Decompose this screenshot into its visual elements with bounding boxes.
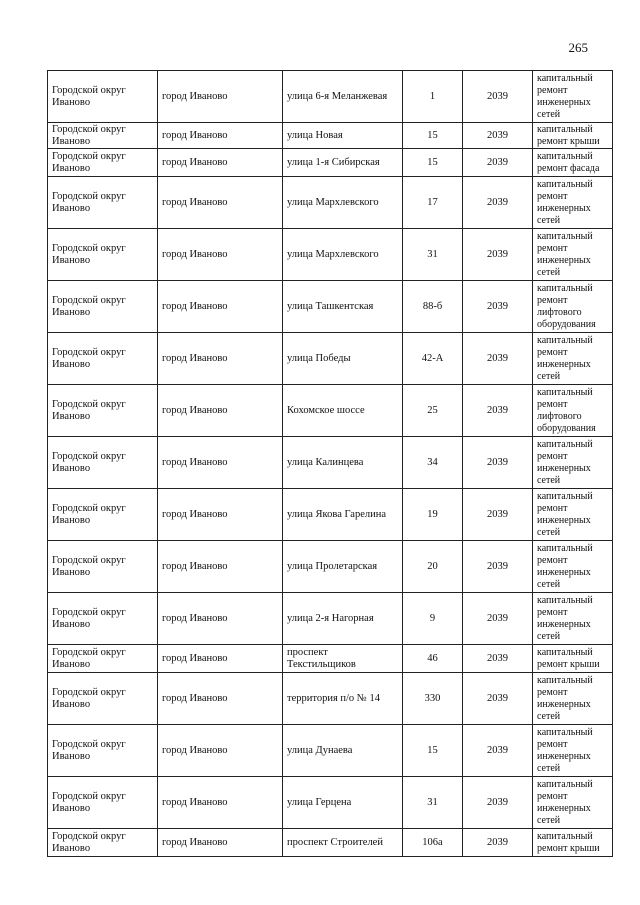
year-cell: 2039 xyxy=(463,645,533,673)
table-row xyxy=(48,385,613,437)
district-cell: Городской округ Иваново xyxy=(48,673,158,725)
table-row xyxy=(48,437,613,489)
city-cell: город Иваново xyxy=(158,673,283,725)
house-number-cell: 31 xyxy=(403,777,463,829)
house-number-cell: 9 xyxy=(403,593,463,645)
city-cell: город Иваново xyxy=(158,593,283,645)
work-type-cell: капитальный ремонт инженерных сетей xyxy=(533,437,613,489)
city-cell: город Иваново xyxy=(158,229,283,281)
house-number-cell: 46 xyxy=(403,645,463,673)
city-cell: город Иваново xyxy=(158,71,283,123)
year-cell: 2039 xyxy=(463,725,533,777)
city-cell: город Иваново xyxy=(158,645,283,673)
city-cell: город Иваново xyxy=(158,385,283,437)
district-cell: Городской округ Иваново xyxy=(48,777,158,829)
district-cell: Городской округ Иваново xyxy=(48,541,158,593)
street-cell: улица Новая xyxy=(283,123,403,149)
house-number-cell: 106а xyxy=(403,829,463,857)
table-row xyxy=(48,725,613,777)
table-row xyxy=(48,829,613,857)
work-type-cell: капитальный ремонт крыши xyxy=(533,123,613,149)
year-cell: 2039 xyxy=(463,541,533,593)
district-cell: Городской округ Иваново xyxy=(48,829,158,857)
city-cell: город Иваново xyxy=(158,437,283,489)
district-cell: Городской округ Иваново xyxy=(48,229,158,281)
year-cell: 2039 xyxy=(463,489,533,541)
work-type-cell: капитальный ремонт инженерных сетей xyxy=(533,541,613,593)
house-number-cell: 19 xyxy=(403,489,463,541)
street-cell: улица 1-я Сибирская xyxy=(283,149,403,177)
table-row xyxy=(48,673,613,725)
year-cell: 2039 xyxy=(463,437,533,489)
district-cell: Городской округ Иваново xyxy=(48,123,158,149)
table-row xyxy=(48,281,613,333)
table-row xyxy=(48,489,613,541)
page-number: 265 xyxy=(568,40,588,55)
work-type-cell: капитальный ремонт лифтового оборудования xyxy=(533,385,613,437)
work-type-cell: капитальный ремонт крыши xyxy=(533,829,613,857)
work-type-cell: капитальный ремонт инженерных сетей xyxy=(533,489,613,541)
district-cell: Городской округ Иваново xyxy=(48,333,158,385)
street-cell: улица Мархлевского xyxy=(283,229,403,281)
table-row xyxy=(48,149,613,177)
street-cell: улица 6-я Меланжевая xyxy=(283,71,403,123)
street-cell: улица Ташкентская xyxy=(283,281,403,333)
work-type-cell: капитальный ремонт инженерных сетей xyxy=(533,229,613,281)
city-cell: город Иваново xyxy=(158,829,283,857)
street-cell: улица Якова Гарелина xyxy=(283,489,403,541)
district-cell: Городской округ Иваново xyxy=(48,71,158,123)
work-type-cell: капитальный ремонт инженерных сетей xyxy=(533,777,613,829)
year-cell: 2039 xyxy=(463,385,533,437)
table-row xyxy=(48,229,613,281)
house-number-cell: 42-А xyxy=(403,333,463,385)
work-type-cell: капитальный ремонт лифтового оборудования xyxy=(533,281,613,333)
year-cell: 2039 xyxy=(463,333,533,385)
street-cell: проспект Текстильщиков xyxy=(283,645,403,673)
street-cell: улица Герцена xyxy=(283,777,403,829)
work-type-cell: капитальный ремонт крыши xyxy=(533,645,613,673)
year-cell: 2039 xyxy=(463,281,533,333)
street-cell: улица 2-я Нагорная xyxy=(283,593,403,645)
district-cell: Городской округ Иваново xyxy=(48,149,158,177)
city-cell: город Иваново xyxy=(158,281,283,333)
house-number-cell: 15 xyxy=(403,149,463,177)
year-cell: 2039 xyxy=(463,593,533,645)
house-number-cell: 17 xyxy=(403,177,463,229)
work-type-cell: капитальный ремонт инженерных сетей xyxy=(533,333,613,385)
city-cell: город Иваново xyxy=(158,725,283,777)
house-number-cell: 20 xyxy=(403,541,463,593)
district-cell: Городской округ Иваново xyxy=(48,281,158,333)
house-number-cell: 25 xyxy=(403,385,463,437)
table-row xyxy=(48,645,613,673)
work-type-cell: капитальный ремонт инженерных сетей xyxy=(533,71,613,123)
district-cell: Городской округ Иваново xyxy=(48,489,158,541)
table-row xyxy=(48,777,613,829)
table-row xyxy=(48,593,613,645)
street-cell: территория п/о № 14 xyxy=(283,673,403,725)
district-cell: Городской округ Иваново xyxy=(48,725,158,777)
house-number-cell: 88-б xyxy=(403,281,463,333)
table-row xyxy=(48,177,613,229)
year-cell: 2039 xyxy=(463,229,533,281)
year-cell: 2039 xyxy=(463,829,533,857)
work-type-cell: капитальный ремонт фасада xyxy=(533,149,613,177)
table-row xyxy=(48,123,613,149)
table-row xyxy=(48,541,613,593)
district-cell: Городской округ Иваново xyxy=(48,593,158,645)
house-number-cell: 15 xyxy=(403,725,463,777)
year-cell: 2039 xyxy=(463,777,533,829)
street-cell: проспект Строителей xyxy=(283,829,403,857)
house-number-cell: 1 xyxy=(403,71,463,123)
repair-schedule-table xyxy=(47,70,613,857)
year-cell: 2039 xyxy=(463,123,533,149)
city-cell: город Иваново xyxy=(158,333,283,385)
street-cell: Кохомское шоссе xyxy=(283,385,403,437)
street-cell: улица Пролетарская xyxy=(283,541,403,593)
table-row xyxy=(48,333,613,385)
work-type-cell: капитальный ремонт инженерных сетей xyxy=(533,593,613,645)
work-type-cell: капитальный ремонт инженерных сетей xyxy=(533,177,613,229)
city-cell: город Иваново xyxy=(158,177,283,229)
house-number-cell: 31 xyxy=(403,229,463,281)
year-cell: 2039 xyxy=(463,71,533,123)
district-cell: Городской округ Иваново xyxy=(48,177,158,229)
year-cell: 2039 xyxy=(463,673,533,725)
house-number-cell: 330 xyxy=(403,673,463,725)
city-cell: город Иваново xyxy=(158,149,283,177)
work-type-cell: капитальный ремонт инженерных сетей xyxy=(533,673,613,725)
city-cell: город Иваново xyxy=(158,123,283,149)
street-cell: улица Калинцева xyxy=(283,437,403,489)
work-type-cell: капитальный ремонт инженерных сетей xyxy=(533,725,613,777)
street-cell: улица Мархлевского xyxy=(283,177,403,229)
district-cell: Городской округ Иваново xyxy=(48,385,158,437)
city-cell: город Иваново xyxy=(158,489,283,541)
house-number-cell: 15 xyxy=(403,123,463,149)
year-cell: 2039 xyxy=(463,177,533,229)
street-cell: улица Победы xyxy=(283,333,403,385)
year-cell: 2039 xyxy=(463,149,533,177)
table-row xyxy=(48,71,613,123)
street-cell: улица Дунаева xyxy=(283,725,403,777)
house-number-cell: 34 xyxy=(403,437,463,489)
district-cell: Городской округ Иваново xyxy=(48,437,158,489)
city-cell: город Иваново xyxy=(158,541,283,593)
city-cell: город Иваново xyxy=(158,777,283,829)
district-cell: Городской округ Иваново xyxy=(48,645,158,673)
